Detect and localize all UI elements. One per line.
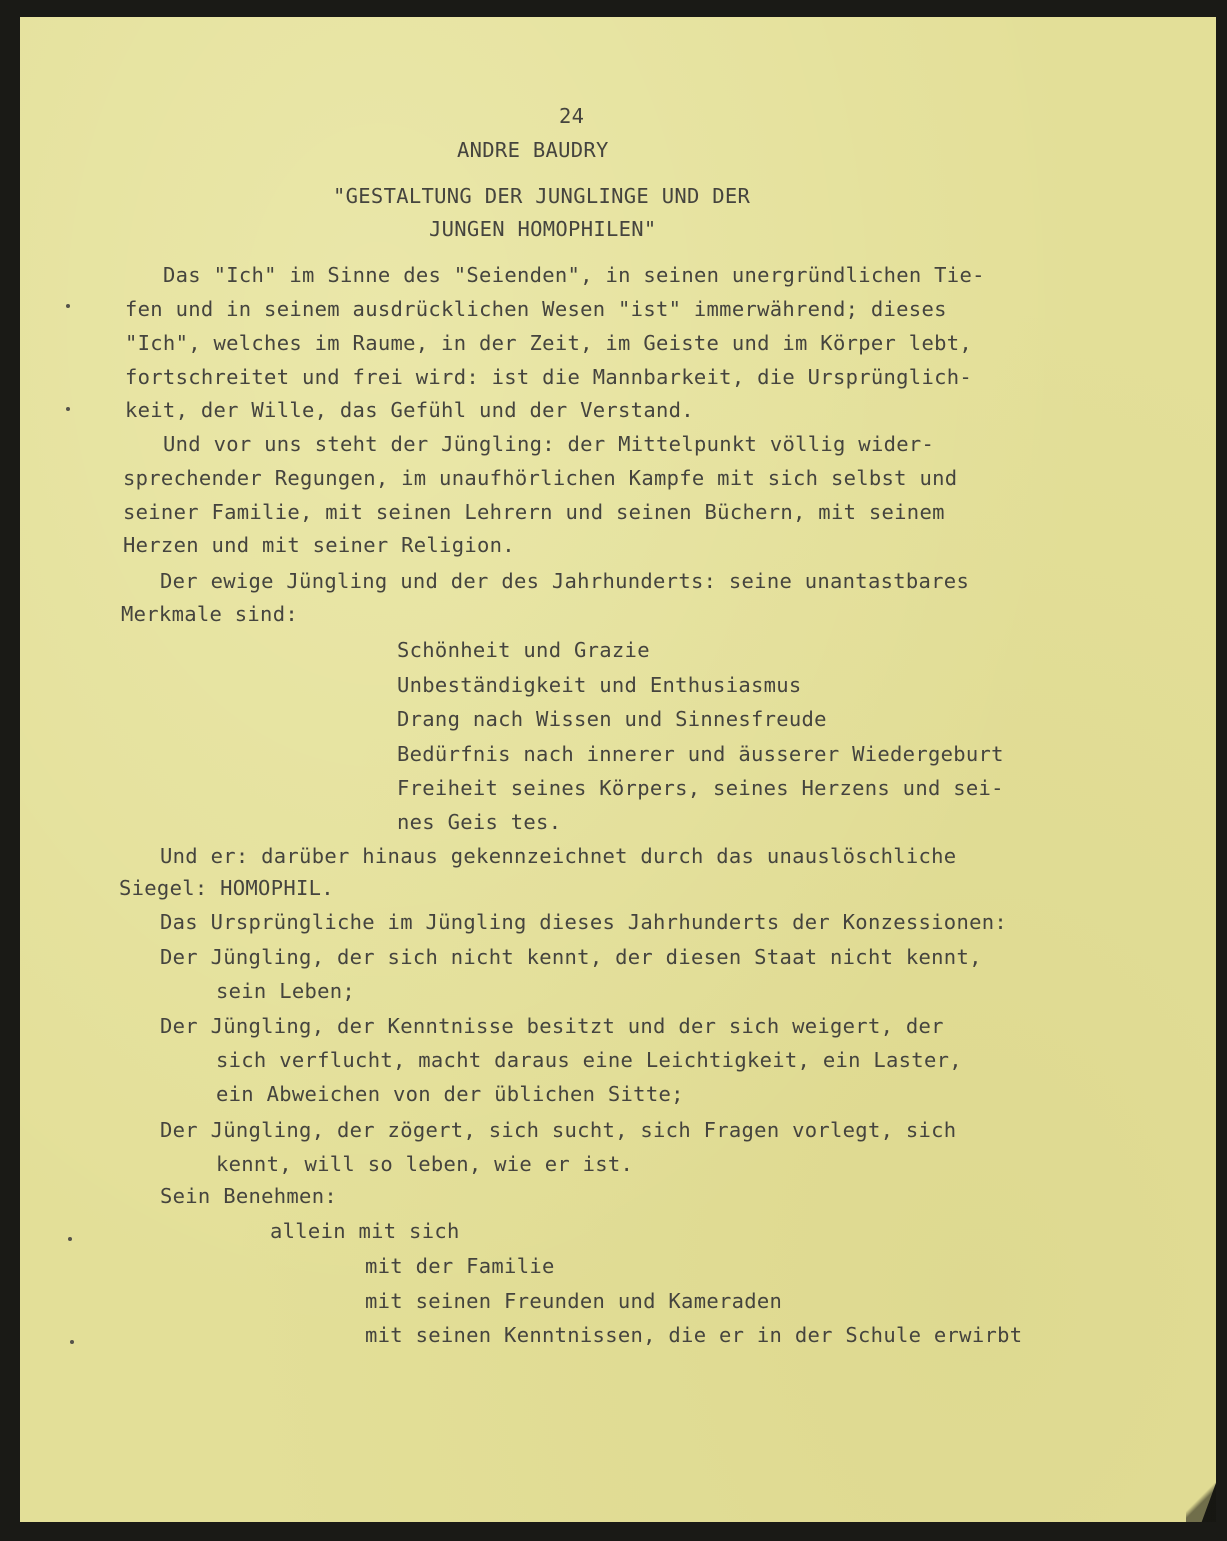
text-line: Der Jüngling, der zögert, sich sucht, sich Fragen vorlegt, sich	[160, 1118, 957, 1142]
margin-dot	[70, 1340, 74, 1344]
text-line: Der ewige Jüngling und der des Jahrhunderts: seine unantastbares	[160, 569, 970, 593]
text-line: Und vor uns steht der Jüngling: der Mittelpunkt völlig wider-	[163, 432, 935, 456]
text-line: Und er: darüber hinaus gekennzeichnet durch das unauslöschliche	[160, 844, 957, 868]
trait-item: nes Geis tes.	[397, 810, 562, 834]
text-line: Das Ursprüngliche im Jüngling dieses Jahrhunderts der Konzessionen:	[160, 910, 1008, 934]
page-number: 24	[559, 104, 585, 128]
folded-corner	[1186, 1478, 1216, 1522]
text-line: Merkmale sind:	[121, 602, 298, 626]
text-line: Der Jüngling, der Kenntnisse besitzt und der sich weigert, der	[160, 1014, 944, 1038]
title-line: "GESTALTUNG DER JUNGLINGE UND DER	[333, 184, 751, 208]
margin-dot	[66, 407, 70, 411]
behavior-heading: Sein Benehmen:	[160, 1184, 337, 1208]
text-line: keit, der Wille, das Gefühl und der Verstand.	[125, 398, 694, 422]
trait-item: Freiheit seines Körpers, seines Herzens und sei-	[397, 776, 1004, 800]
margin-dot	[68, 1237, 72, 1241]
trait-item: Drang nach Wissen und Sinnesfreude	[397, 707, 827, 731]
trait-item: Unbeständigkeit und Enthusiasmus	[397, 673, 802, 697]
text-line: sein Leben;	[216, 979, 356, 1003]
behavior-item: allein mit sich	[270, 1219, 460, 1243]
text-line: seiner Familie, mit seinen Lehrern und seinen Büchern, mit seinem	[123, 500, 945, 524]
text-line: Siegel: HOMOPHIL.	[119, 876, 334, 900]
title-line: JUNGEN HOMOPHILEN"	[429, 217, 657, 241]
text-line: ein Abweichen von der üblichen Sitte;	[216, 1082, 684, 1106]
trait-item: Schönheit und Grazie	[397, 638, 650, 662]
text-line: fen und in seinem ausdrücklichen Wesen "ist" immerwährend; dieses	[125, 297, 947, 321]
text-line: Der Jüngling, der sich nicht kennt, der diesen Staat nicht kennt,	[160, 945, 982, 969]
behavior-item: mit der Familie	[365, 1254, 555, 1278]
text-line: sich verflucht, macht daraus eine Leichtigkeit, ein Laster,	[216, 1048, 962, 1072]
text-line: Herzen und mit seiner Religion.	[123, 533, 515, 557]
trait-item: Bedürfnis nach innerer und äusserer Wiedergeburt	[397, 742, 1004, 766]
text-line: sprechender Regungen, im unaufhörlichen Kampfe mit sich selbst und	[123, 466, 958, 490]
margin-dot	[66, 304, 70, 308]
text-line: Das "Ich" im Sinne des "Seienden", in seinen unergründlichen Tie-	[163, 263, 985, 287]
text-line: fortschreitet und frei wird: ist die Mannbarkeit, die Ursprünglich-	[125, 365, 973, 389]
author-name: ANDRE BAUDRY	[457, 138, 609, 162]
text-line: kennt, will so leben, wie er ist.	[216, 1152, 634, 1176]
behavior-item: mit seinen Kenntnissen, die er in der Schule erwirbt	[365, 1323, 1023, 1347]
behavior-item: mit seinen Freunden und Kameraden	[365, 1289, 783, 1313]
text-line: "Ich", welches im Raume, in der Zeit, im Geiste und im Körper lebt,	[125, 331, 973, 355]
